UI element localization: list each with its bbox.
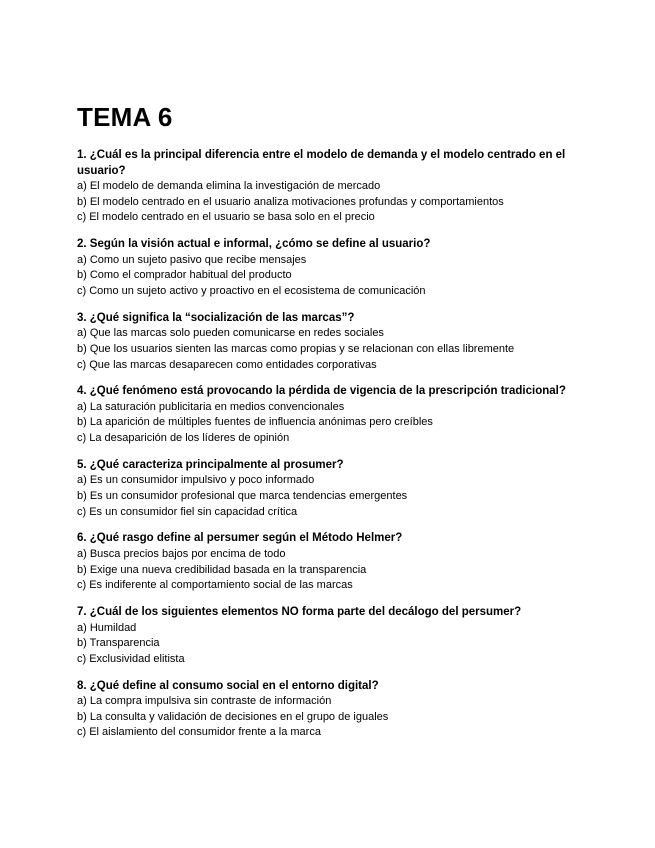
- question-1: [77, 148, 587, 226]
- option-c: c) Que las marcas desaparecen como entidades corporativas: [77, 358, 377, 371]
- question-text: 7. ¿Cuál de los siguientes elementos NO forma parte del decálogo del persumer?: [77, 605, 522, 618]
- question-text: 4. ¿Qué fenómeno está provocando la pérdida de vigencia de la prescripción tradicional?: [77, 385, 566, 398]
- option-c: c) Exclusividad elitista: [77, 652, 185, 665]
- question-6: [77, 531, 587, 593]
- question-text: 2. Según la visión actual e informal, ¿cómo se define al usuario?: [77, 238, 431, 251]
- option-a: a) Como un sujeto pasivo que recibe mensajes: [77, 253, 307, 266]
- option-list: [77, 473, 587, 520]
- question-text: 3. ¿Qué significa la “socialización de las marcas”?: [77, 311, 355, 324]
- option-b: b) Es un consumidor profesional que marca tendencias emergentes: [77, 490, 408, 503]
- option-b: b) Que los usuarios sienten las marcas como propias y se relacionan con ellas libremente: [77, 342, 515, 355]
- question-list: [77, 148, 587, 752]
- question-2: [77, 237, 587, 299]
- option-list: [77, 179, 587, 226]
- option-a: a) Es un consumidor impulsivo y poco informado: [77, 474, 315, 487]
- question-text: 6. ¿Qué rasgo define al persumer según el Método Helmer?: [77, 532, 403, 545]
- option-c: c) Es indiferente al comportamiento social de las marcas: [77, 579, 353, 592]
- option-a: a) La saturación publicitaria en medios convencionales: [77, 400, 345, 413]
- option-b: b) La consulta y validación de decisiones en el grupo de iguales: [77, 710, 389, 723]
- option-c: c) El aislamiento del consumidor frente a la marca: [77, 726, 321, 739]
- option-list: [77, 621, 587, 668]
- option-b: b) Transparencia: [77, 637, 160, 650]
- option-a: a) Humildad: [77, 621, 137, 634]
- option-list: [77, 253, 587, 300]
- option-a: a) La compra impulsiva sin contraste de información: [77, 695, 332, 708]
- question-text: 1. ¿Cuál es la principal diferencia entre el modelo de demanda y el modelo centrado en el usuario?: [77, 149, 566, 177]
- option-list: [77, 694, 587, 741]
- question-7: [77, 605, 587, 667]
- question-text: 8. ¿Qué define al consumo social en el entorno digital?: [77, 679, 379, 692]
- question-4: [77, 384, 587, 446]
- option-c: c) El modelo centrado en el usuario se basa solo en el precio: [77, 211, 375, 224]
- option-a: a) Que las marcas solo pueden comunicarse en redes sociales: [77, 327, 384, 340]
- option-c: c) Es un consumidor fiel sin capacidad crítica: [77, 505, 298, 518]
- option-b: b) Exige una nueva credibilidad basada en la transparencia: [77, 563, 367, 576]
- option-c: c) La desaparición de los líderes de opinión: [77, 432, 290, 445]
- option-list: [77, 547, 587, 594]
- option-list: [77, 326, 587, 373]
- question-5: [77, 458, 587, 520]
- option-a: a) El modelo de demanda elimina la investigación de mercado: [77, 180, 381, 193]
- question-3: [77, 311, 587, 373]
- question-8: [77, 679, 587, 741]
- option-b: b) El modelo centrado en el usuario analiza motivaciones profundas y comportamientos: [77, 195, 504, 208]
- option-b: b) La aparición de múltiples fuentes de influencia anónimas pero creíbles: [77, 416, 433, 429]
- option-a: a) Busca precios bajos por encima de todo: [77, 548, 286, 560]
- option-c: c) Como un sujeto activo y proactivo en el ecosistema de comunicación: [77, 284, 426, 297]
- option-b: b) Como el comprador habitual del producto: [77, 269, 292, 282]
- page-title: TEMA 6: [77, 102, 173, 132]
- question-text: 5. ¿Qué caracteriza principalmente al prosumer?: [77, 458, 344, 471]
- option-list: [77, 400, 587, 447]
